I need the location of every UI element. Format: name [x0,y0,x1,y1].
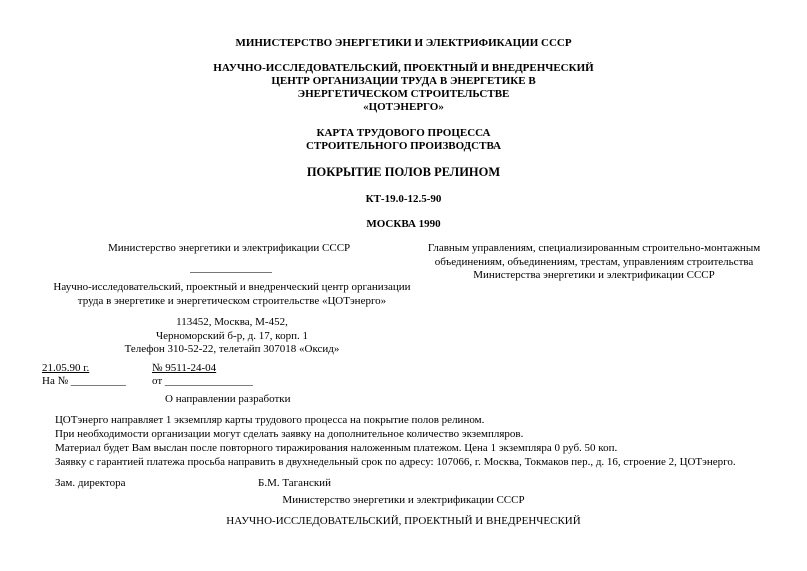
letter-body-line-3: Материал будет Вам выслан после повторного тиражирования наложенным платежом. Цена 1 экземпляра 0 руб. 50 коп. [55,442,618,454]
document-code: КТ-19.0-12.5-90 [365,193,442,205]
sender-divider [190,272,272,273]
header-ministry: МИНИСТЕРСТВО ЭНЕРГЕТИКИ И ЭЛЕКТРИФИКАЦИИ СССР [235,37,572,49]
letter-body-line-1: ЦОТэнерго направляет 1 экземпляр карты трудового процесса на покрытие полов релином. [55,414,485,426]
sender-address [82,316,382,357]
recipient-block [418,242,770,283]
header-institute-line-3: ЭНЕРГЕТИЧЕСКОМ СТРОИТЕЛЬСТВЕ [297,88,510,100]
letter-subject: О направлении разработки [165,393,291,405]
recipient-line-3: Министерства энергетики и электрификации СССР [473,269,715,281]
sender-ministry: Министерство энергетики и электрификации СССР [108,242,351,254]
sender-address-line-1: 113452, Москва, М-452, [176,316,288,328]
header-institute-line-1: НАУЧНО-ИССЛЕДОВАТЕЛЬСКИЙ, ПРОЕКТНЫЙ И ВНЕДРЕНЧЕСКИЙ [213,62,594,74]
sender-address-line-2: Черноморский б-р, д. 17, корп. 1 [156,329,308,342]
letter-date: 21.05.90 г. [42,362,90,374]
header-doctype-line-1: КАРТА ТРУДОВОГО ПРОЦЕССА [316,127,491,139]
signatory-name: Б.М. Таганский [258,477,331,489]
letter-body-line-2: При необходимости организации могут сделать заявку на дополнительное количество экземпляров. [55,428,524,440]
sender-address-line-3: Телефон 310-52-22, телетайп 307018 «Оксид» [124,343,340,355]
reference-number: На № __________ [42,375,126,387]
header-doctype-line-2: СТРОИТЕЛЬНОГО ПРОИЗВОДСТВА [305,140,502,152]
reference-date: от ________________ [152,375,253,387]
header-institute-line-2: ЦЕНТР ОРГАНИЗАЦИИ ТРУДА В ЭНЕРГЕТИКЕ В [271,75,536,87]
sender-org-line-1: Научно-исследовательский, проектный и внедренческий центр организации [53,281,411,293]
recipient-line-2: объединениям, объединениям, трестам, управлениям строительства [434,255,754,268]
footer-institute: НАУЧНО-ИССЛЕДОВАТЕЛЬСКИЙ, ПРОЕКТНЫЙ И ВНЕДРЕНЧЕСКИЙ [226,515,581,527]
letter-body-line-4: Заявку с гарантией платежа просьба направить в двухнедельный срок по адресу: 107066, г. Москва, Токмаков пер., д. 16, строение 2, ЦОТэнерго. [55,456,736,468]
header-institute-line-4: «ЦОТЭНЕРГО» [363,101,444,113]
signatory-title: Зам. директора [55,477,126,489]
city-year: МОСКВА 1990 [366,218,441,230]
sender-org-line-2: труда в энергетике и энергетическом строительстве «ЦОТэнерго» [77,294,387,307]
letter-number: № 9511-24-04 [152,362,217,374]
footer-ministry: Министерство энергетики и электрификации СССР [282,494,525,506]
document-title: ПОКРЫТИЕ ПОЛОВ РЕЛИНОМ [306,165,501,179]
sender-org [22,281,442,308]
recipient-line-1: Главным управлениям, специализированным строительно-монтажным [427,242,761,254]
